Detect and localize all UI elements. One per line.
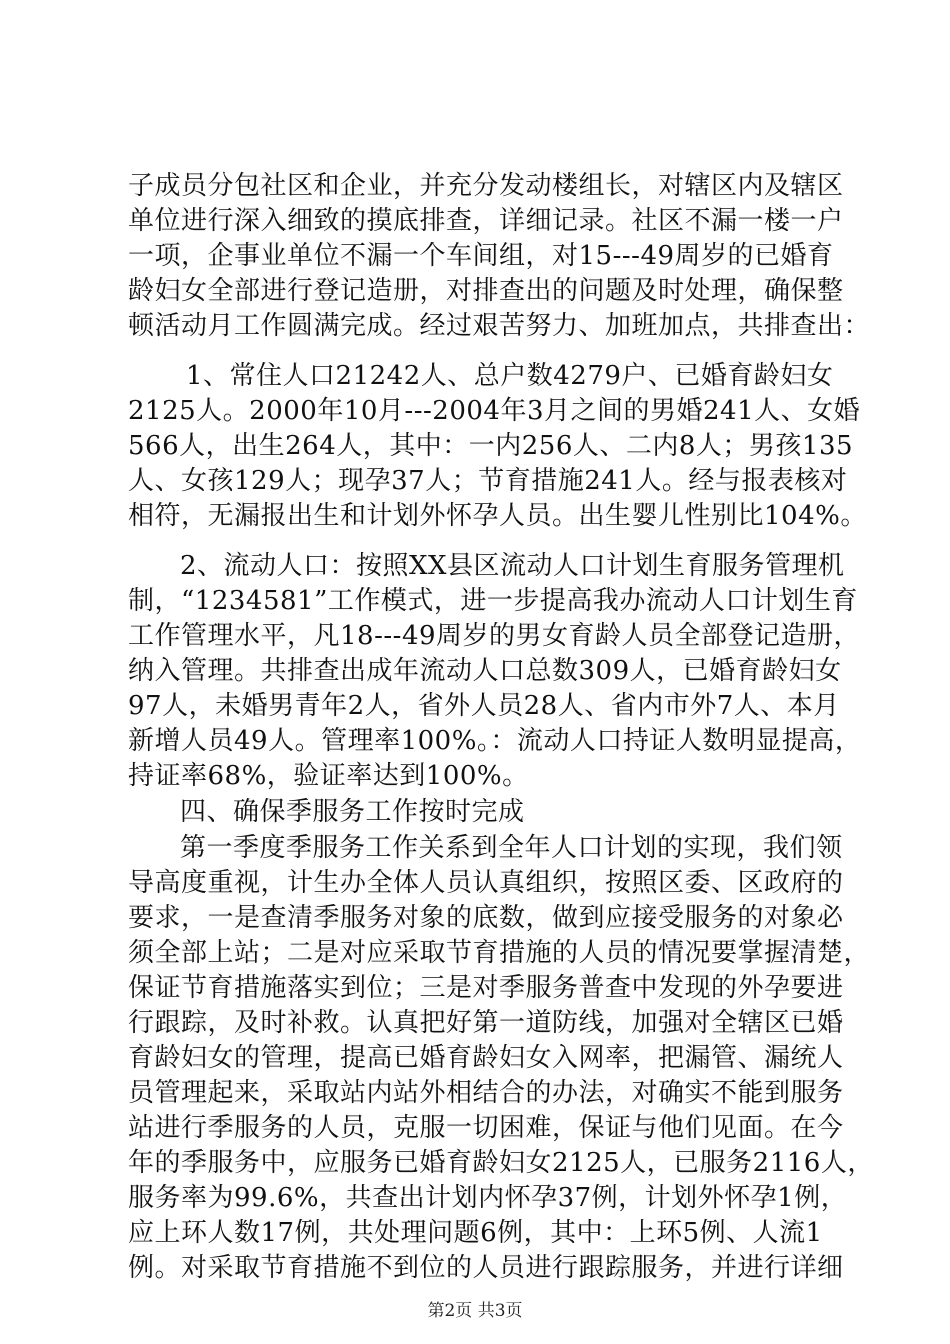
text-line: 龄妇女全部进行登记造册，对排查出的问题及时处理，确保整 xyxy=(128,276,844,306)
text-line: 导高度重视，计生办全体人员认真组织，按照区委、区政府的 xyxy=(128,868,844,898)
text-line: 新增人员49人。管理率100%。：流动人口持证人数明显提高， xyxy=(128,726,862,756)
text-line: 要求，一是查清季服务对象的底数，做到应接受服务的对象必 xyxy=(128,903,844,933)
text-line: 站进行季服务的人员，克服一切困难，保证与他们见面。在今 xyxy=(128,1113,844,1143)
text-line: 子成员分包社区和企业，并充分发动楼组长，对辖区内及辖区 xyxy=(128,171,844,201)
text-line: 97人，未婚男青年2人，省外人员28人、省内市外7人、本月 xyxy=(128,691,840,721)
text-line: 566人，出生264人，其中：一内256人、二内8人；男孩135 xyxy=(128,431,854,461)
text-line: 第一季度季服务工作关系到全年人口计划的实现，我们领 xyxy=(180,833,843,863)
text-line: 行跟踪，及时补救。认真把好第一道防线，加强对全辖区已婚 xyxy=(128,1008,844,1038)
text-line: 制，“1234581”工作模式，进一步提高我办流动人口计划生育 xyxy=(128,586,858,616)
text-line: 例。对采取节育措施不到位的人员进行跟踪服务，并进行详细 xyxy=(128,1253,844,1283)
text-line: 保证节育措施落实到位；三是对季服务普查中发现的外孕要进 xyxy=(128,973,844,1003)
text-line: 员管理起来，采取站内站外相结合的办法，对确实不能到服务 xyxy=(128,1078,844,1108)
text-line: 人、女孩129人；现孕37人；节育措施241人。经与报表核对 xyxy=(128,466,848,496)
text-line: 顿活动月工作圆满完成。经过艰苦努力、加班加点，共排查出： xyxy=(128,311,871,341)
text-line: 持证率68%，验证率达到100%。 xyxy=(128,761,529,791)
text-line: 工作管理水平，凡18---49周岁的男女育龄人员全部登记造册， xyxy=(128,621,861,651)
text-line: 服务率为99.6%，共查出计划内怀孕37例，计划外怀孕1例， xyxy=(128,1183,848,1213)
text-line: 相符，无漏报出生和计划外怀孕人员。出生婴儿性别比104%。 xyxy=(128,501,867,531)
text-line: 纳入管理。共排查出成年流动人口总数309人，已婚育龄妇女 xyxy=(128,656,842,686)
text-line: 年的季服务中，应服务已婚育龄妇女2125人，已服务2116人， xyxy=(128,1148,874,1178)
text-line: 2125人。2000年10月---2004年3月之间的男婚241人、女婚 xyxy=(128,396,861,426)
text-line: 应上环人数17例，共处理问题6例，其中：上环5例、人流1 xyxy=(128,1218,823,1248)
text-line: 一项，企事业单位不漏一个车间组，对15---49周岁的已婚育 xyxy=(128,241,834,271)
text-line: 2、流动人口：按照XX县区流动人口计划生育服务管理机 xyxy=(180,551,845,581)
page-footer: 第2页 共3页 xyxy=(427,1301,523,1321)
section-heading: 四、确保季服务工作按时完成 xyxy=(180,797,525,827)
text-line: 须全部上站；二是对应采取节育措施的人员的情况要掌握清楚， xyxy=(128,938,871,968)
text-line: 育龄妇女的管理，提高已婚育龄妇女入网率，把漏管、漏统人 xyxy=(128,1043,844,1073)
text-line: 1、常住人口21242人、总户数4279户、已婚育龄妇女 xyxy=(186,361,834,391)
text-line: 单位进行深入细致的摸底排查，详细记录。社区不漏一楼一户 xyxy=(128,206,844,236)
